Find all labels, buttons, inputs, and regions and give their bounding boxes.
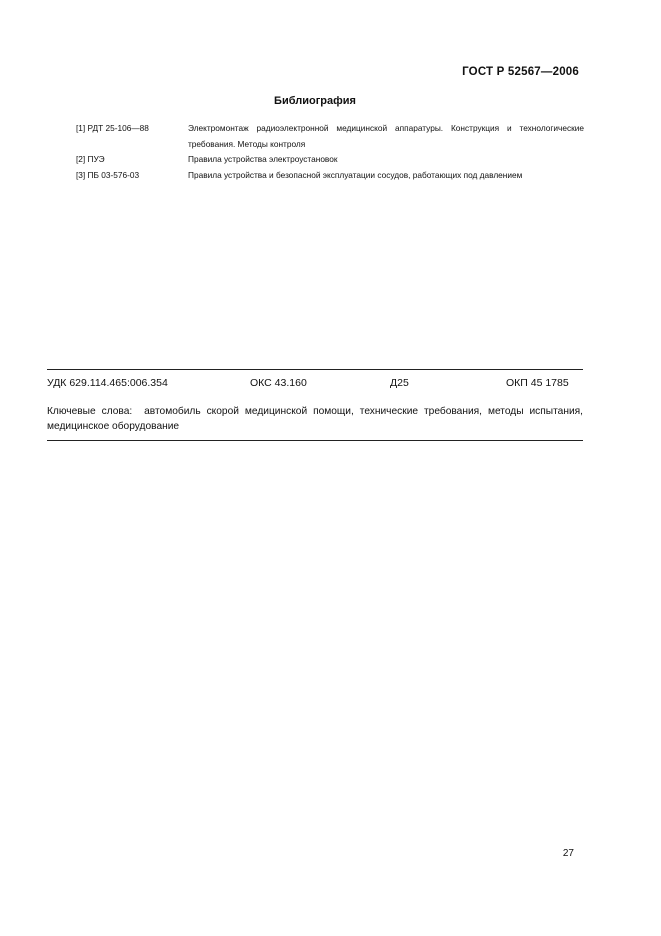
bibliography-ref: [1] РДТ 25-106—88 (76, 123, 149, 133)
keywords-label: Ключевые слова: (47, 406, 133, 417)
page-number: 27 (562, 848, 574, 859)
bibliography-entry (76, 152, 584, 168)
bibliography-ref: [2] ПУЭ (76, 154, 105, 164)
bibliography-title: Библиография (274, 95, 356, 107)
bibliography-text: Правила устройства электроустановок (188, 154, 338, 164)
keywords-block (47, 404, 583, 434)
bibliography-ref: [3] ПБ 03-576-03 (76, 169, 140, 180)
oks-code: ОКС 43.160 (250, 377, 307, 389)
okp-code: ОКП 45 1785 (506, 377, 569, 389)
bibliography-list (76, 121, 584, 183)
bibliography-text: Электромонтаж радиоэлектронной медицинской аппаратуры. Конструкция и технологические требования. Методы контроля (188, 123, 584, 149)
udk-code: УДК 629.114.465:006.354 (47, 377, 168, 389)
bibliography-entry (76, 121, 584, 152)
document-code: ГОСТ Р 52567—2006 (462, 66, 579, 78)
bibliography-text: Правила устройства и безопасной эксплуатации сосудов, работающих под давлением (188, 169, 523, 180)
keywords-text: автомобиль скорой медицинской помощи, технические требования, методы испытания, медицинское оборудование (47, 406, 583, 432)
top-divider (47, 369, 583, 370)
bottom-divider (47, 440, 583, 441)
bibliography-entry (76, 168, 584, 184)
group-code: Д25 (390, 377, 409, 389)
